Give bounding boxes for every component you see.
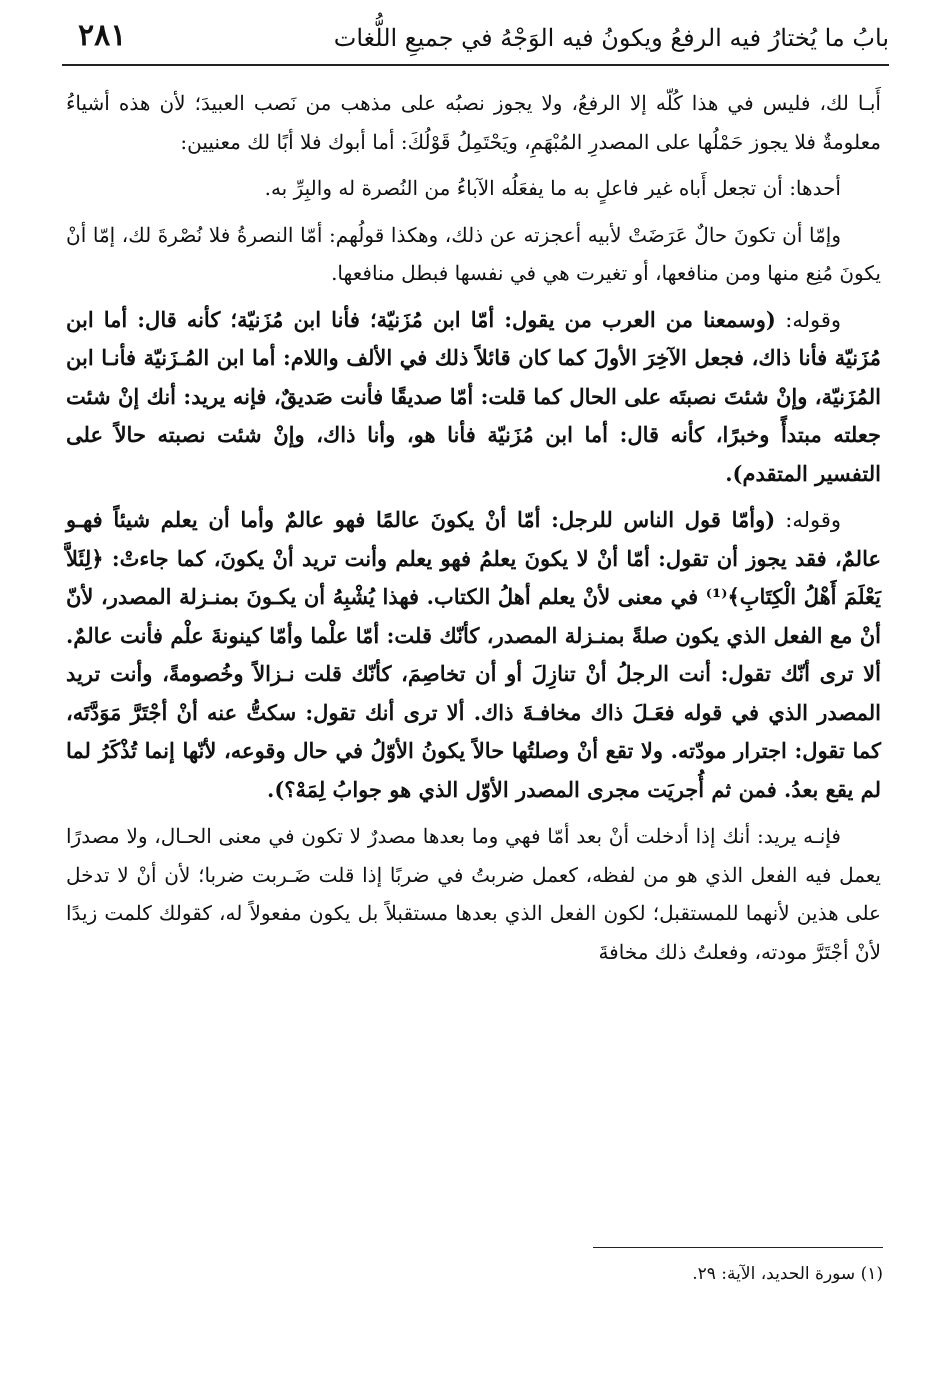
running-title: بابُ ما يُختارُ فيه الرفعُ ويكونُ فيه الوَجْهُ في جميعِ اللُّغات (333, 24, 889, 52)
paragraph-text: (وسمعنا من العرب من يقول: أمّا ابن مُزَنيّة؛ فأنا ابن مُزَنيّة؛ كأنه قال: أما ابن مُزَنيّة فأنا ذاك، فجعل الآخِرَ الأولَ كما كان قائلاً ذلك في الألف واللام: أما ابن المُـزَنيّة فأنـا ابن المُزَنيّة، وإنْ شئتَ نصبتَه على الحال كما قلت: أمّا صديقًا فأنت صَديقٌ، فإنه يريد: أنك إنْ شئت جعلته مبتدأً وخبرًا، كأنه قال: أما ابن مُزَنيّة فأنا هو، وأنا ذاك، وإنْ شئت نصبته حالاً على التفسير المتقدم). (66, 306, 881, 486)
paragraph-5-quotation (66, 501, 881, 809)
page-header (62, 14, 889, 58)
paragraph-text: أَبـا لك، فليس في هذا كُلّه إلا الرفعُ، ولا يجوز نصبُه على مذهب من نَصب العبيدَ؛ لأن هذه أشياءُ معلومةٌ فلا يجوز حَمْلُها على المصدرِ المُبْهَمِ، ويَحْتَمِلُ قَوْلُكَ: أما أبوك فلا أبًا لك معنيين: (66, 91, 881, 154)
footnote: (١) سورة الحديد، الآية: ٢٩. (692, 1264, 883, 1284)
main-text (66, 84, 881, 979)
paragraph-6 (66, 817, 881, 971)
paragraph-3 (66, 216, 881, 293)
page-number: ٢٨١ (78, 18, 127, 53)
paragraph-text: فإنـه يريد: أنك إذا أدخلت أنْ بعد أمّا فهي وما بعدها مصدرٌ لا تكون في معنى الحـال، ولا مصدرًا يعمل فيه الفعل الذي هو من لفظه، كعمل ضربتُ في ضربًا إذا قلت ضَـربت ضربا؛ لأن أنْ لا تدخل على هذين لأنهما للمستقبل؛ لكون الفعل الذي بعدها مستقبلاً بل يكون مفعولاً له، كقولك كلمت زيدًا لأنْ أجْتَرَّ مودته، وفعلتُ ذلك مخافةَ (66, 824, 881, 964)
paragraph-text: وإمّا أن تكونَ حالٌ عَرَضَتْ لأبيه أعجزته عن ذلك، وهكذا قولُهم: أمّا النصرةُ فلا نُصْرةَ لك، إمّا أنْ يكونَ مُنِع منها ومن منافعها، أو تغيرت هي في نفسها فبطل منافعها. (66, 222, 881, 285)
footnote-rule (593, 1247, 883, 1248)
paragraph-text: (وأمّا قول الناس للرجل: أمّا أنْ يكونَ عالمًا فهو عالمٌ وأما أن يعلم شيئاً فهـو عالمٌ، فقد يجوز أن تقول: أمّا أنْ لا يكونَ يعلمُ فهو يعلم وأنت تريد أنْ يكونَ، كما جاءتْ: ﴿لِئَلاَّ يَعْلَمَ أَهْلُ الْكِتَابِ﴾⁽¹⁾ في معنى لأنْ يعلم أهلُ الكتاب. فهذا يُشْبِهُ أن يكـونَ بمنـزلة المصدر، لأنّ أنْ مع الفعل الذي يكون صلةً بمنـزلة المصدر، كأنّك قلت: أمّا علْما وأمّا كينونةَ علْم فأنت عالمٌ. ألا ترى أنّك تقول: أنت الرجلُ أنْ تنازِلَ أو أن تخاصِمَ، كأنّك قلت نـزالاً وخُصومةً، وأنت تريد المصدر الذي في قوله فعَـلَ ذاك مخافـةَ ذاك. ألا ترى أنك تقول: سكتُّ عنه أنْ أجْتَرَّ مَوَدَّتَه، كما تقول: اجترار مودّته. ولا تقع أنْ وصلتُها حالاً يكونُ الأوّلُ في حال وقوعه، لأنّها إنما تُذْكَرُ لما لم يقع بعدُ. فمن ثم أُجريَت مجرى المصدر الأوّل الذي هو جوابُ لِمَهْ؟). (66, 507, 881, 802)
header-rule (62, 64, 889, 66)
paragraph-lead: وقوله: (775, 307, 842, 332)
paragraph-1 (66, 84, 881, 161)
paragraph-2 (66, 169, 881, 208)
paragraph-4-quotation (66, 301, 881, 494)
paragraph-text: أحدها: أن تجعل أَباه غير فاعلٍ به ما يفعَلُه الآباءُ من النُصرة له والبِرِّ به. (264, 176, 841, 200)
paragraph-lead: وقوله: (775, 508, 842, 532)
